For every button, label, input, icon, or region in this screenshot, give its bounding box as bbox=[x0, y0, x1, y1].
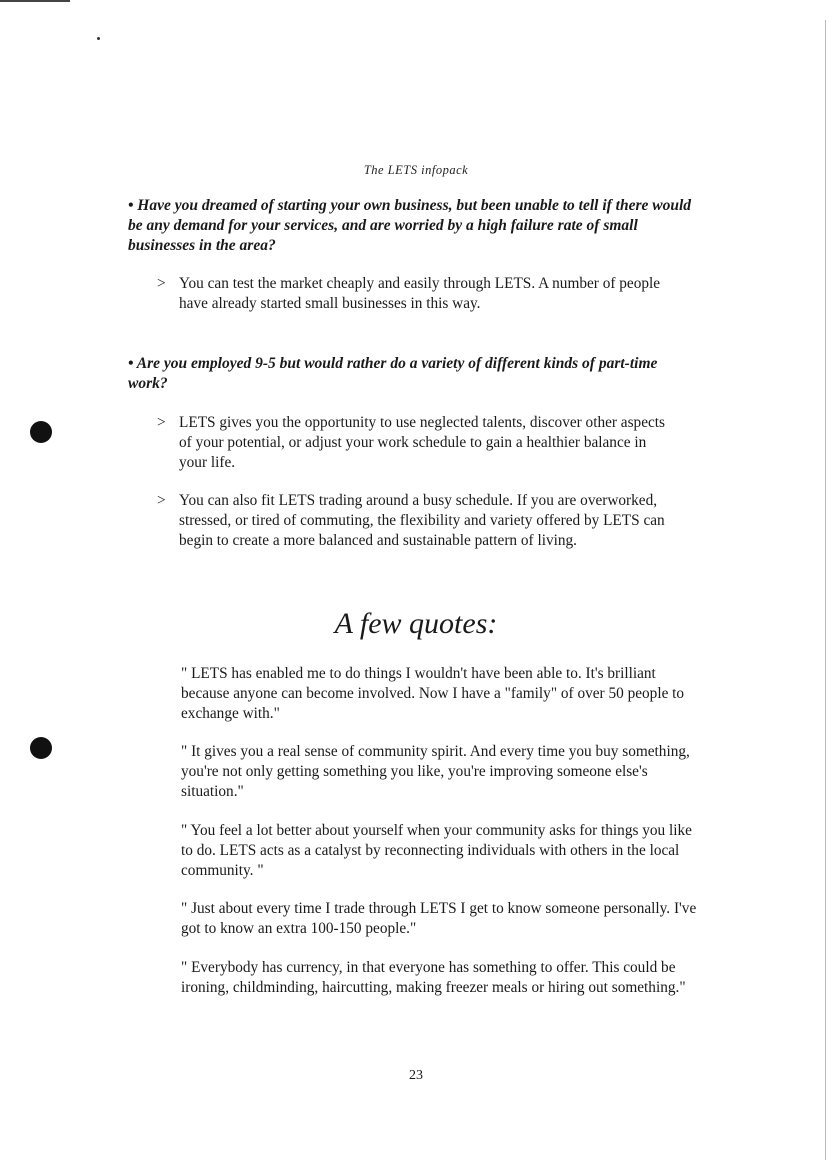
punch-hole-icon bbox=[30, 421, 52, 443]
quote-item: " It gives you a real sense of community spirit. And every time you buy something, you're not only getting something you like, you're improving someone else's situation." bbox=[181, 743, 690, 800]
arrow-marker-icon: > bbox=[157, 275, 166, 292]
answer-item bbox=[157, 491, 677, 551]
running-header: The LETS infopack bbox=[363, 163, 469, 177]
answer-text: You can test the market cheaply and easily through LETS. A number of people have already started small businesses in this way. bbox=[179, 275, 661, 312]
answer-item bbox=[157, 413, 677, 473]
quote-item: " Just about every time I trade through LETS I get to know someone personally. I've got to know an extra 100-150 people." bbox=[181, 900, 697, 937]
question-business: • Have you dreamed of starting your own business, but been unable to tell if there would be any demand for your services, and are worried by a high failure rate of small businesses in the area? bbox=[128, 197, 692, 254]
page-number: 23 bbox=[409, 1068, 423, 1083]
quotes-heading: A few quotes: bbox=[334, 607, 498, 640]
quote-item: " LETS has enabled me to do things I wouldn't have been able to. It's brilliant because anyone can become involved. Now I have a "family" of over 50 people to exchange with." bbox=[181, 665, 685, 722]
arrow-marker-icon: > bbox=[157, 414, 166, 431]
scan-artifact-top bbox=[0, 0, 70, 2]
arrow-marker-icon: > bbox=[157, 492, 166, 509]
answer-item bbox=[157, 274, 677, 314]
question-employed: • Are you employed 9-5 but would rather do a variety of different kinds of part-time work? bbox=[128, 355, 658, 392]
quote-item: " You feel a lot better about yourself when your community asks for things you like to do. LETS acts as a catalyst by reconnecting individuals with others in the local community. " bbox=[181, 822, 692, 879]
quote-item: " Everybody has currency, in that everyone has something to offer. This could be ironing, childminding, haircutting, making freezer meals or hiring out something." bbox=[181, 959, 686, 996]
answer-text: You can also fit LETS trading around a busy schedule. If you are overworked, stressed, or tired of commuting, the flexibility and variety offered by LETS can begin to create a more balanced and sustainable pattern of living. bbox=[179, 492, 665, 549]
scan-artifact-edge bbox=[825, 20, 826, 1160]
answer-text: LETS gives you the opportunity to use neglected talents, discover other aspects of your potential, or adjust your work schedule to gain a healthier balance in your life. bbox=[179, 414, 665, 471]
punch-hole-icon bbox=[30, 737, 52, 759]
scan-speck bbox=[97, 37, 100, 40]
